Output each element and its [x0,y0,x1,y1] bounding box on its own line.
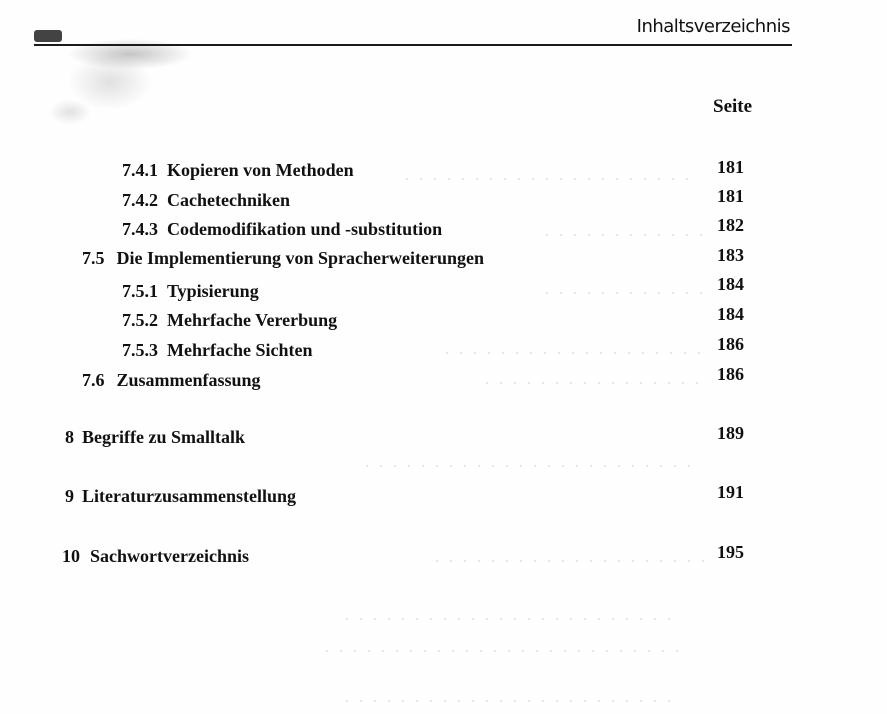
toc-entry-number: 7.5.2 [122,310,158,330]
toc-entry-title: Die Implementierung von Spracherweiterungen [116,248,484,268]
toc-entry-title: Mehrfache Sichten [167,340,313,360]
toc-entry-page: 182 [717,215,744,235]
running-header-title: Inhaltsverzeichnis [636,16,790,37]
toc-entry-number: 7.4.2 [122,190,158,210]
toc-entry-7-4-1 [122,160,354,184]
toc-entry-page: 184 [717,304,744,324]
toc-entry-number: 10 [62,546,80,566]
toc-entry-number: 7.4.3 [122,219,158,239]
toc-entry-7-5-1 [122,281,259,305]
toc-entry-page: 183 [717,245,744,265]
toc-entry-page: 186 [717,364,744,384]
toc-entry-number: 7.5 [82,248,105,268]
toc-entry-title: Begriffe zu Smalltalk [82,427,245,447]
toc-entry-title: Typisierung [167,281,259,301]
toc-entry-page: 184 [717,274,744,294]
toc-entry-title: Codemodifikation und -substitution [167,219,443,239]
toc-entry-title: Kopieren von Methoden [167,160,354,180]
toc-entry-8 [65,427,245,451]
toc-entry-page: 181 [717,157,744,177]
toc-entry-title: Literaturzusammenstellung [82,486,296,506]
toc-entry-7-4-2 [122,190,290,214]
scan-speckle [360,465,700,467]
toc-entry-title: Mehrfache Vererbung [167,310,338,330]
toc-entry-page: 191 [717,482,744,502]
scan-speckle [540,234,710,236]
toc-entry-page: 181 [717,186,744,206]
toc-entry-number: 7.5.1 [122,281,158,301]
scan-speckle [320,650,680,652]
toc-entry-page: 189 [717,423,744,443]
toc-entry-number: 8 [65,427,74,447]
toc-entry-number: 7.6 [82,370,105,390]
toc-entry-7-5 [82,248,484,272]
scan-speckle [400,178,700,180]
scan-speckle [540,292,710,294]
scan-speckle [340,700,670,702]
toc-entry-page: 195 [717,542,744,562]
toc-entry-9 [65,486,296,510]
scan-speckle [480,382,710,384]
toc-entry-number: 7.4.1 [122,160,158,180]
scan-speckle [430,560,710,562]
toc-entry-number: 7.5.3 [122,340,158,360]
toc-entry-title: Cachetechniken [167,190,290,210]
toc-entry-page: 186 [717,334,744,354]
toc-entry-title: Zusammenfassung [116,370,261,390]
scan-speckle [340,618,670,620]
page-column-label: Seite [713,96,753,117]
scan-speckle [440,352,710,354]
toc-entry-7-5-2 [122,310,337,334]
toc-entry-number: 9 [65,486,74,506]
toc-entry-title: Sachwortverzeichnis [90,546,249,566]
toc-entry-10 [62,546,249,570]
toc-entry-7-6 [82,370,261,394]
toc-entry-7-5-3 [122,340,312,364]
toc-entry-7-4-3 [122,219,442,243]
